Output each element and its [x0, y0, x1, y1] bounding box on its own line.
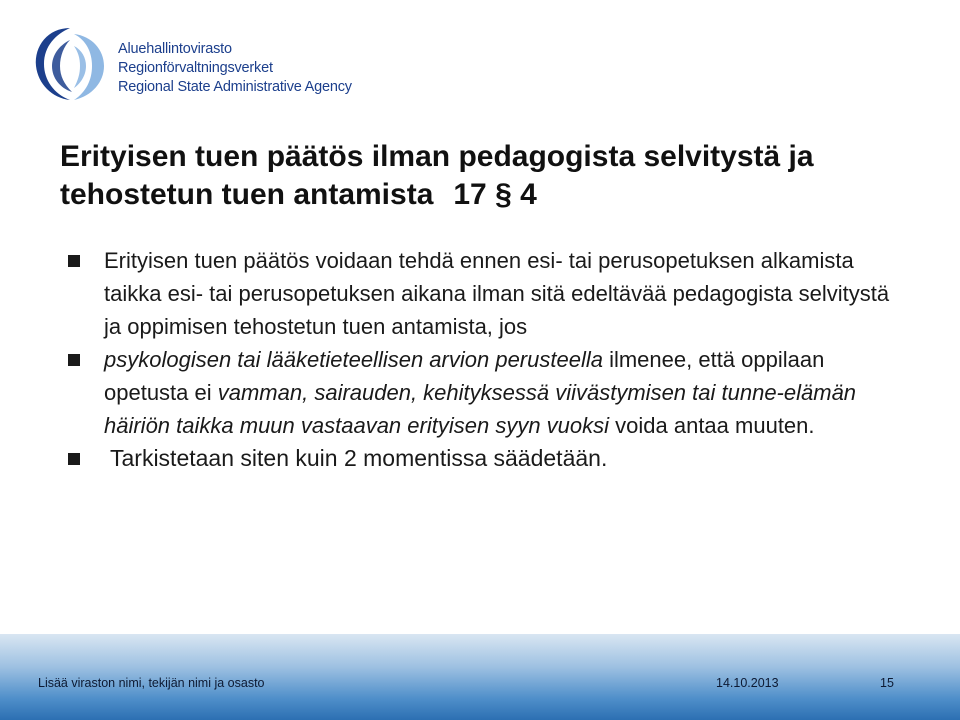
bullet-list: [60, 244, 900, 475]
bullet-2-normal-2: voida antaa muuten.: [609, 413, 815, 438]
bullet-square-icon: [68, 255, 80, 267]
bullet-1-text: Erityisen tuen päätös voidaan tehdä ennen esi- tai perusopetuksen alkamista taikka esi- tai perusopetuksen aikana ilman sitä edeltävää pedagogista selvitystä ja oppimisen tehostetun tuen antamista, jos: [104, 248, 890, 339]
title-line-2: [60, 176, 920, 214]
bullet-3-text: Tarkistetaan siten kuin 2 momentissa säädetään.: [110, 445, 608, 471]
logo-line-2: Regionförvaltningsverket: [118, 60, 273, 76]
bullet-item: [60, 442, 900, 475]
bullet-2-italic-1: psykologisen tai lääketieteellisen arvion perusteella: [104, 347, 603, 372]
title-line-2-text: tehostetun tuen antamista: [60, 178, 434, 211]
footer-date: 14.10.2013: [716, 676, 779, 690]
footer-page-number: 15: [880, 676, 894, 690]
bullet-item: [60, 244, 900, 343]
bullet-square-icon: [68, 453, 80, 465]
bullet-2-italic-2: vamman, sairauden, kehityksessä viivästymisen tai tunne-elämän häiriön taikka muun vastaavan erityisen syyn vuoksi: [104, 380, 857, 438]
agency-logo: [30, 24, 370, 104]
bullet-2-normal-1: ilmenee, että oppilaan opetusta ei: [104, 347, 825, 405]
slide-title: [60, 138, 920, 214]
agency-logo-icon: [30, 24, 110, 104]
logo-line-1: Aluehallintovirasto: [118, 41, 232, 57]
title-section-ref: 17 § 4: [453, 178, 537, 211]
bullet-square-icon: [68, 354, 80, 366]
bullet-item: [60, 343, 900, 442]
logo-line-3: Regional State Administrative Agency: [118, 79, 352, 95]
footer-author: Lisää viraston nimi, tekijän nimi ja osasto: [38, 676, 265, 690]
title-line-1: Erityisen tuen päätös ilman pedagogista selvitystä ja: [60, 140, 814, 173]
